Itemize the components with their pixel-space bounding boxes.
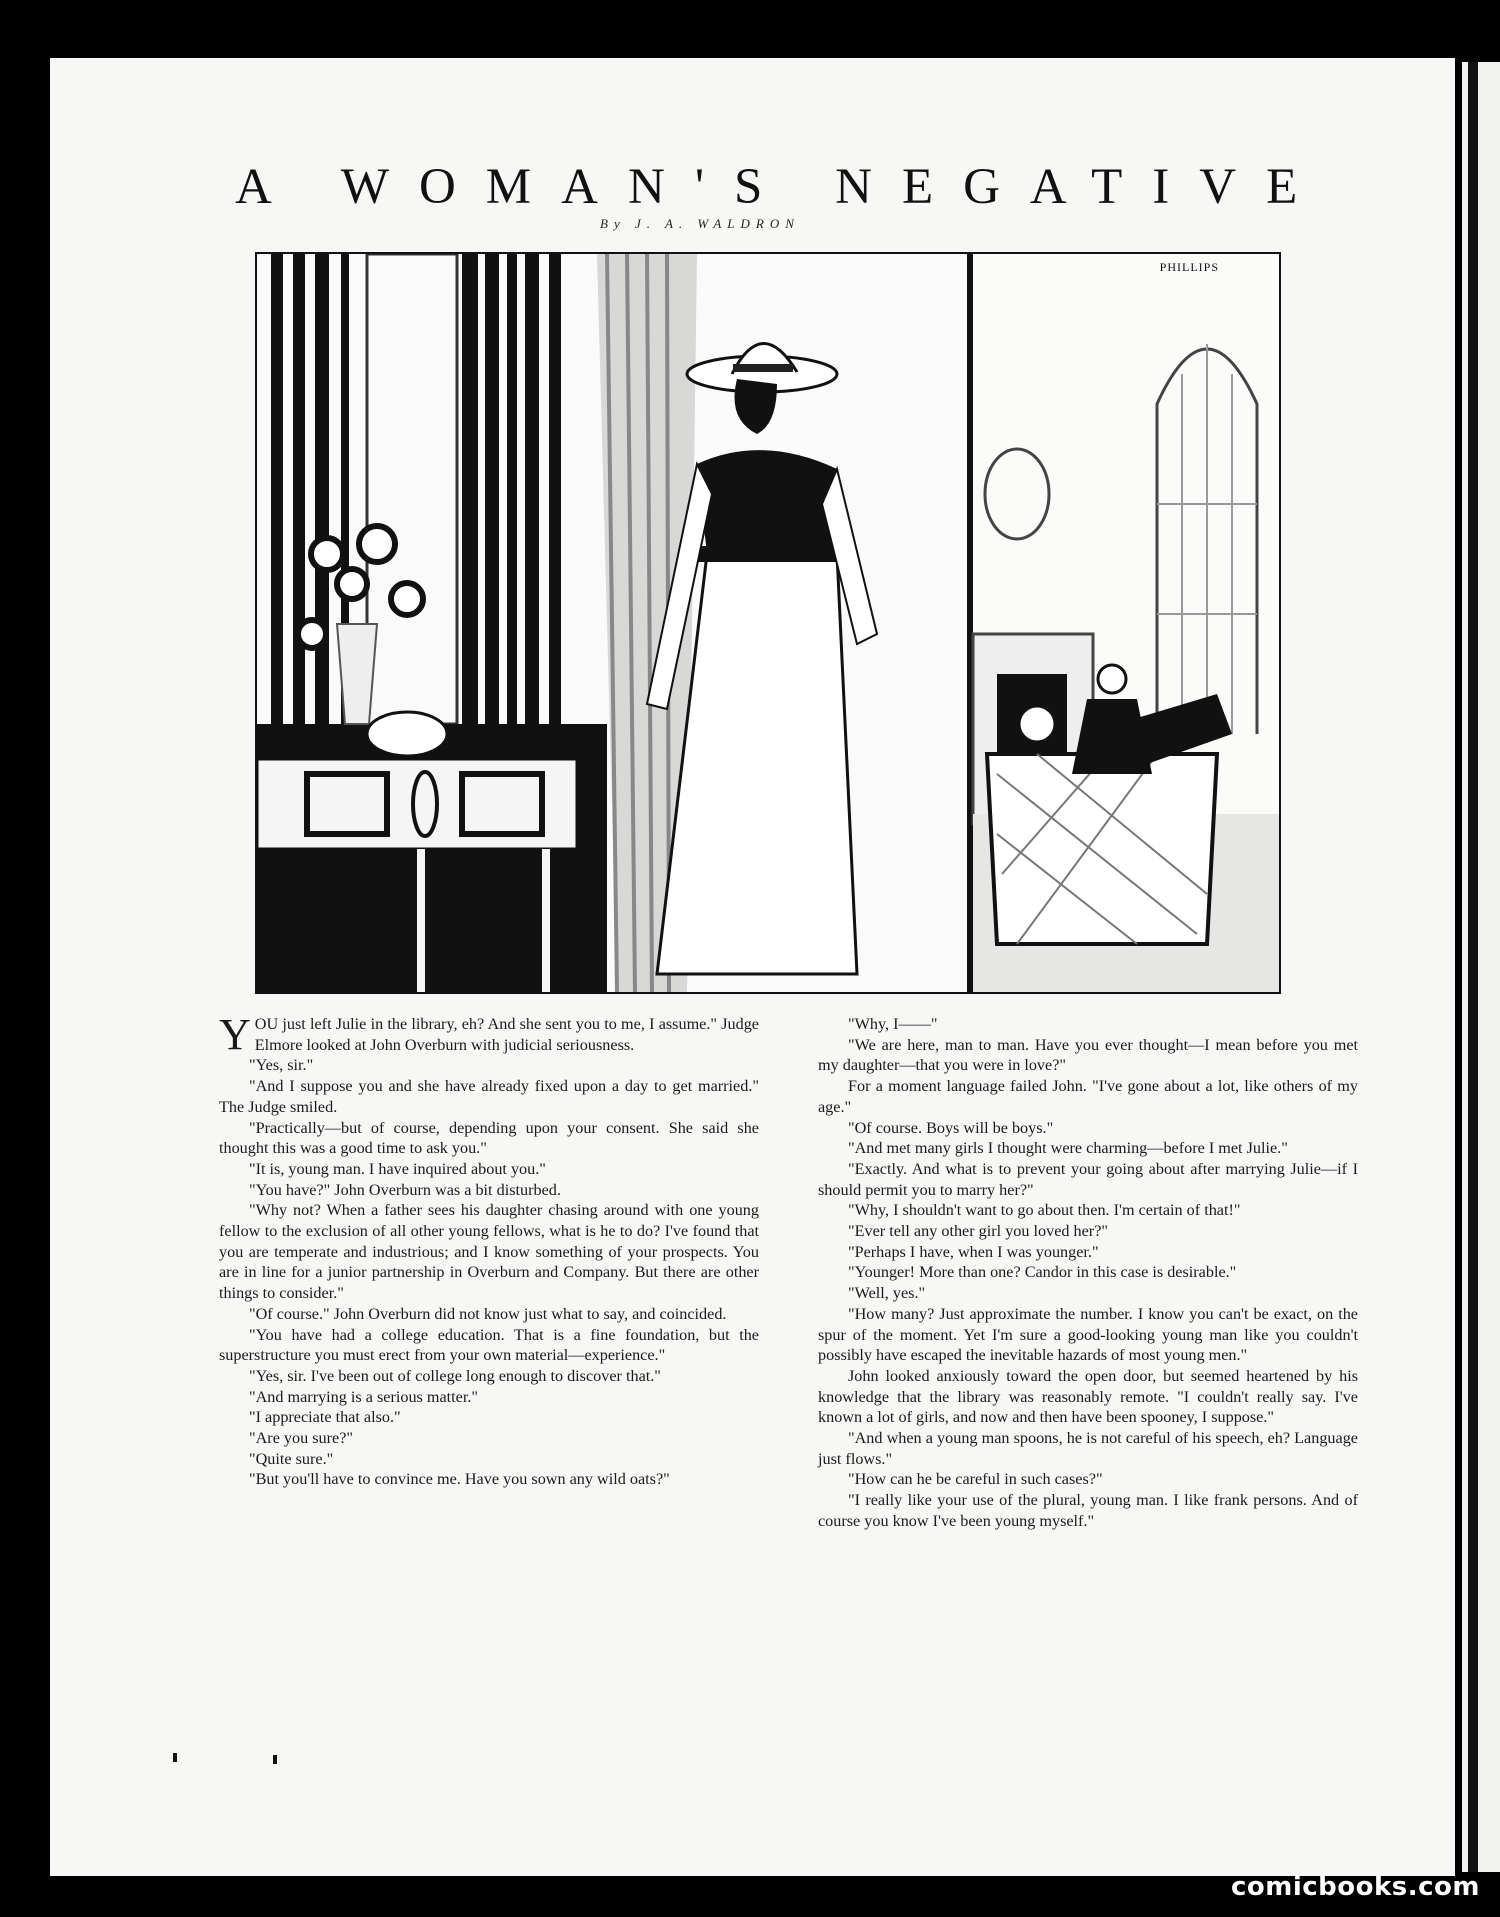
paragraph: "Well, yes.": [848, 1284, 926, 1303]
paragraph: "But you'll have to convince me. Have you sown any wild oats?": [249, 1470, 670, 1489]
paragraph: "How many? Just approximate the number. I know you can't be exact, on the spur of the moment. Yet I'm sure a good-looking young man like you couldn't possibly have escaped the inevitable hazards of most young men.": [818, 1304, 1358, 1365]
paragraph: "Practically—but of course, depending upon your consent. She said she thought this was a good time to ask you.": [219, 1118, 759, 1158]
paragraph: "How can he be careful in such cases?": [848, 1470, 1103, 1489]
illustration-drawing: [257, 254, 1279, 992]
paragraph: "It is, young man. I have inquired about you.": [249, 1159, 546, 1178]
artist-signature: PHILLIPS: [1159, 260, 1219, 274]
print-speck: [173, 1753, 177, 1762]
paragraph: "You have had a college education. That is a fine foundation, but the superstructure you must erect from your own material—experience.": [219, 1325, 759, 1365]
paragraph: "Are you sure?": [249, 1429, 354, 1448]
paragraph: "You have?" John Overburn was a bit disturbed.: [249, 1180, 561, 1199]
paragraph: "Quite sure.": [249, 1449, 334, 1468]
paragraph: "And marrying is a serious matter.": [249, 1387, 479, 1406]
paragraph: "Of course." John Overburn did not know just what to say, and coincided.: [249, 1304, 727, 1323]
facing-page-edge: [1462, 62, 1500, 1872]
paragraph: "We are here, man to man. Have you ever thought—I mean before you met my daughter—that you were in love?": [818, 1035, 1358, 1075]
illustration: [255, 252, 1281, 994]
text-column-right: [818, 1014, 1358, 1532]
paragraph: "Ever tell any other girl you loved her?": [848, 1222, 1108, 1241]
paragraph: "And I suppose you and she have already fixed upon a day to get married." The Judge smiled.: [219, 1077, 759, 1116]
paragraph: "And met many girls I thought were charming—before I met Julie.": [848, 1139, 1288, 1158]
article-byline: By J. A. WALDRON: [600, 216, 800, 231]
paragraph: "Exactly. And what is to prevent your going about after marrying Julie—if I should permit you to marry her?": [818, 1159, 1358, 1199]
text-column-left: [219, 1010, 759, 1490]
paragraph: For a moment language failed John. "I've gone about a lot, like others of my age.": [818, 1077, 1358, 1116]
paragraph: "Yes, sir. I've been out of college long enough to discover that.": [249, 1366, 661, 1385]
print-speck: [273, 1755, 277, 1764]
watermark-text: comicbooks.com: [1230, 1872, 1480, 1902]
dropcap: Y: [219, 1010, 251, 1059]
article-title: A WOMAN'S NEGATIVE: [235, 159, 1328, 215]
paragraph: YOU just left Julie in the library, eh? And she sent you to me, I assume." Judge Elmore looked at John Overburn with judicial seriousness.: [219, 1010, 759, 1059]
paragraph: "Of course. Boys will be boys.": [848, 1118, 1054, 1137]
paragraph: "Why, I shouldn't want to go about then. I'm certain of that!": [848, 1201, 1241, 1220]
paragraph: "I appreciate that also.": [249, 1408, 401, 1427]
paragraph: John looked anxiously toward the open door, but seemed heartened by his knowledge that the library was reasonably remote. "I couldn't really say. I've known a lot of girls, and now and then have been spooney, I suppose.": [818, 1366, 1358, 1427]
paragraph: "I really like your use of the plural, young man. I like frank persons. And of course you know I've been young myself.": [818, 1491, 1358, 1530]
paragraph: "Yes, sir.": [249, 1056, 314, 1075]
paragraph: "Perhaps I have, when I was younger.": [848, 1242, 1099, 1261]
paragraph: "And when a young man spoons, he is not careful of his speech, eh? Language just flows.": [818, 1429, 1358, 1468]
paragraph: "Why, I——": [848, 1015, 938, 1033]
paragraph: "Younger! More than one? Candor in this case is desirable.": [848, 1263, 1237, 1282]
paragraph: "Why not? When a father sees his daughter chasing around with one young fellow to the exclusion of all other young fellows, what is he to do? I've found that you are temperate and industrious; and I know something of your prospects. You are in line for a junior partnership in Overburn and Company. But there are other things to consider.": [219, 1201, 759, 1303]
